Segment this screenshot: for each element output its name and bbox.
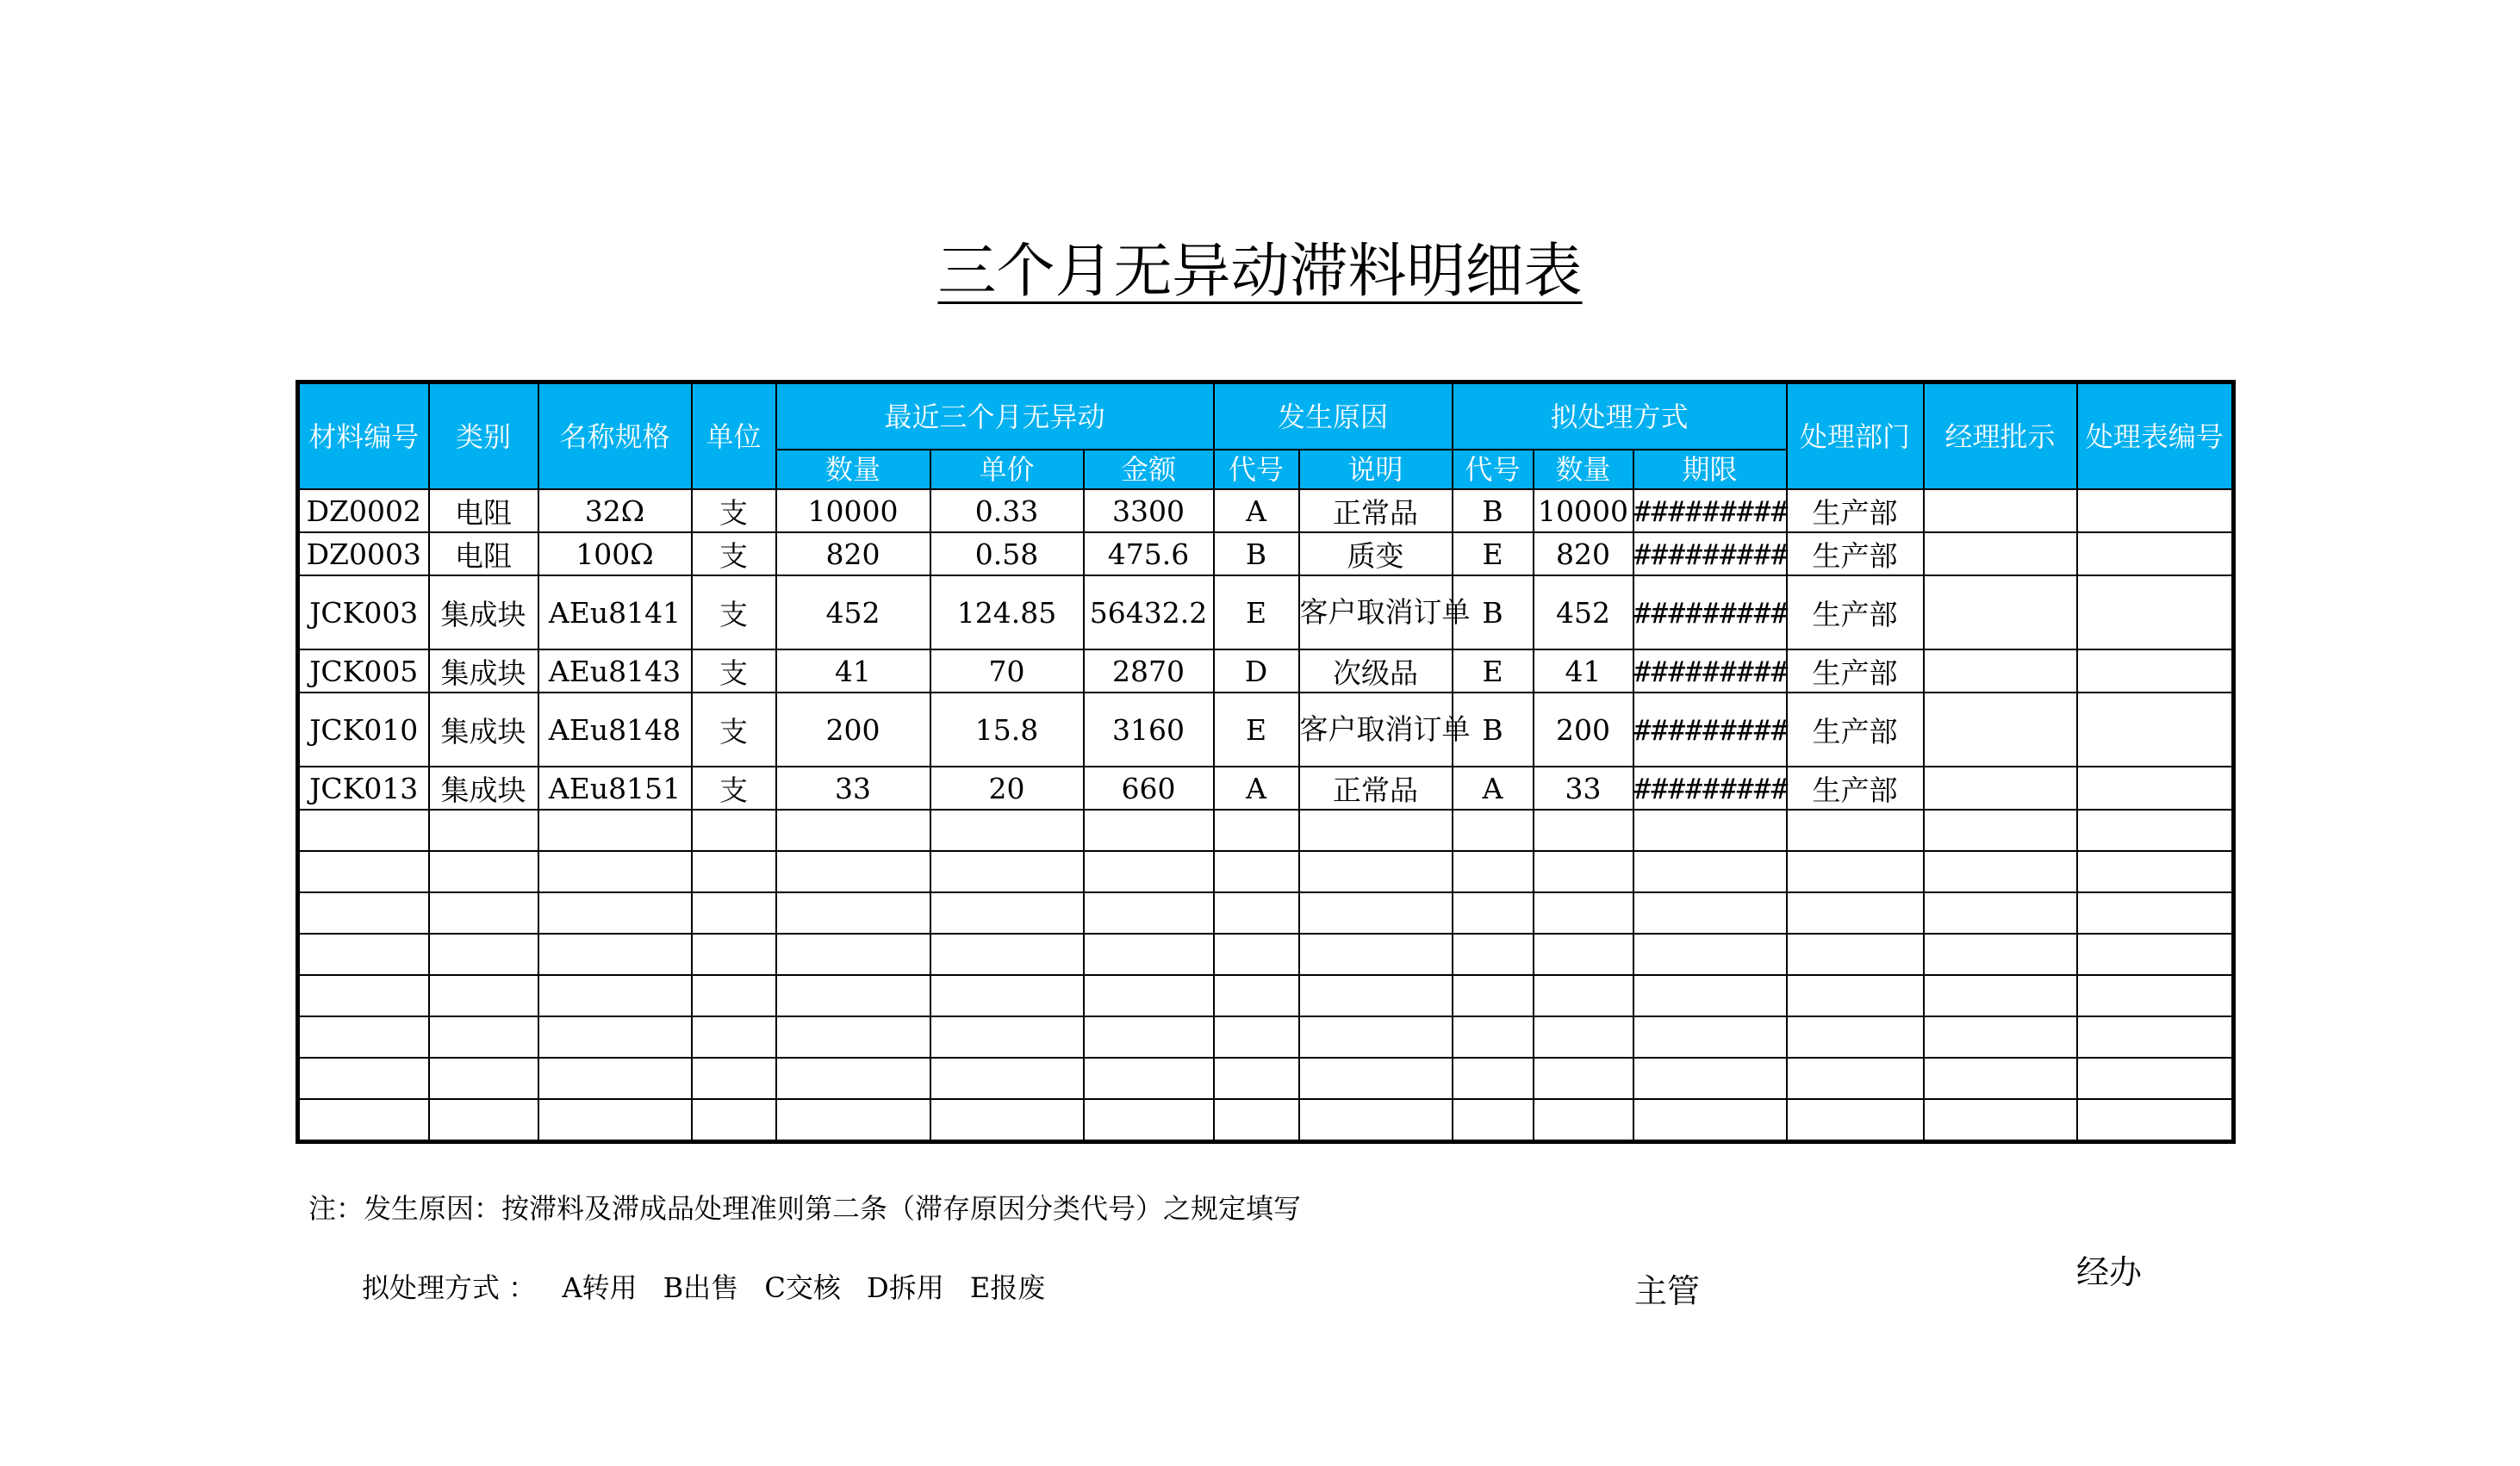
col-group-cause: 发生原因 — [1214, 382, 1453, 450]
cell-cause-code[interactable]: A — [1214, 767, 1299, 810]
blank-cell[interactable] — [1787, 892, 1924, 934]
blank-cell[interactable] — [930, 810, 1084, 851]
blank-cell[interactable] — [1214, 975, 1299, 1016]
table-row — [298, 532, 2234, 575]
cell-cause-desc[interactable]: 正常品 — [1299, 489, 1453, 532]
cell-approval[interactable] — [1924, 575, 2077, 649]
blank-cell[interactable] — [776, 1016, 930, 1058]
table-row — [298, 575, 2234, 649]
cell-quantity[interactable]: 10000 — [776, 489, 930, 532]
cell-unit-price[interactable]: 0.33 — [930, 489, 1084, 532]
col-unit-price: 单价 — [930, 450, 1084, 489]
blank-cell[interactable] — [2077, 975, 2234, 1016]
blank-cell[interactable] — [692, 934, 776, 975]
cell-approval[interactable] — [1924, 649, 2077, 693]
col-amount: 金额 — [1084, 450, 1214, 489]
col-group-method: 拟处理方式 — [1453, 382, 1787, 450]
cell-name-spec[interactable]: AEu8151 — [538, 767, 692, 810]
cell-unit-price[interactable]: 15.8 — [930, 693, 1084, 767]
blank-cell[interactable] — [930, 1016, 1084, 1058]
blank-cell[interactable] — [1084, 892, 1214, 934]
cell-unit[interactable]: 支 — [692, 649, 776, 693]
blank-cell[interactable] — [1214, 810, 1299, 851]
cell-method-qty[interactable]: 33 — [1534, 767, 1633, 810]
blank-cell[interactable] — [429, 975, 538, 1016]
blank-cell[interactable] — [538, 810, 692, 851]
blank-row — [298, 1058, 2234, 1099]
blank-cell[interactable] — [1084, 1016, 1214, 1058]
blank-cell[interactable] — [538, 975, 692, 1016]
cell-unit[interactable]: 支 — [692, 693, 776, 767]
cell-unit[interactable]: 支 — [692, 532, 776, 575]
col-method-code: 代号 — [1453, 450, 1534, 489]
blank-cell[interactable] — [776, 1058, 930, 1099]
blank-cell[interactable] — [1633, 1016, 1787, 1058]
table-row — [298, 693, 2234, 767]
supervisor-label: 主管 — [1634, 1272, 1701, 1310]
col-group-recent: 最近三个月无异动 — [776, 382, 1214, 450]
cell-material-no[interactable]: JCK010 — [298, 693, 429, 767]
col-cause-desc: 说明 — [1299, 450, 1453, 489]
blank-row — [298, 1016, 2234, 1058]
cell-deadline[interactable]: ######### — [1633, 532, 1787, 575]
cell-amount[interactable]: 660 — [1084, 767, 1214, 810]
cell-amount[interactable]: 2870 — [1084, 649, 1214, 693]
blank-cell[interactable] — [1214, 892, 1299, 934]
blank-cell[interactable] — [1299, 1099, 1453, 1142]
col-dept: 处理部门 — [1787, 382, 1924, 490]
cell-dept[interactable]: 生产部 — [1787, 693, 1924, 767]
blank-cell[interactable] — [1534, 810, 1633, 851]
blank-cell[interactable] — [298, 1099, 429, 1142]
blank-cell[interactable] — [429, 810, 538, 851]
cell-unit[interactable]: 支 — [692, 575, 776, 649]
handler-label: 经办 — [2076, 1253, 2143, 1291]
blank-cell[interactable] — [1924, 892, 2077, 934]
col-deadline: 期限 — [1633, 450, 1787, 489]
col-material-no: 材料编号 — [298, 382, 429, 490]
table-body — [298, 489, 2234, 1142]
col-method-quantity: 数量 — [1534, 450, 1633, 489]
cell-material-no[interactable]: JCK013 — [298, 767, 429, 810]
cell-unit-price[interactable]: 20 — [930, 767, 1084, 810]
blank-cell[interactable] — [1084, 1099, 1214, 1142]
table-row — [298, 489, 2234, 532]
blank-cell[interactable] — [1214, 1058, 1299, 1099]
cell-amount[interactable]: 56432.2 — [1084, 575, 1214, 649]
blank-cell[interactable] — [1633, 975, 1787, 1016]
blank-cell[interactable] — [1299, 975, 1453, 1016]
blank-cell[interactable] — [1787, 1016, 1924, 1058]
blank-cell[interactable] — [538, 851, 692, 892]
blank-cell[interactable] — [1299, 810, 1453, 851]
cell-form-no[interactable] — [2077, 532, 2234, 575]
cell-deadline[interactable]: ######### — [1633, 767, 1787, 810]
cell-name-spec[interactable]: 100Ω — [538, 532, 692, 575]
cell-method-code[interactable]: B — [1453, 575, 1534, 649]
blank-cell[interactable] — [692, 1058, 776, 1099]
blank-cell[interactable] — [2077, 851, 2234, 892]
cell-quantity[interactable]: 820 — [776, 532, 930, 575]
cell-name-spec[interactable]: AEu8148 — [538, 693, 692, 767]
blank-cell[interactable] — [1924, 810, 2077, 851]
blank-cell[interactable] — [538, 892, 692, 934]
cell-dept[interactable]: 生产部 — [1787, 649, 1924, 693]
blank-cell[interactable] — [1924, 975, 2077, 1016]
blank-cell[interactable] — [429, 892, 538, 934]
method-item: E报废 — [969, 1271, 1046, 1304]
footnote-cause: 注：发生原因：按滞料及滞成品处理准则第二条（滞存原因分类代号）之规定填写 — [308, 1192, 1302, 1225]
cell-cause-code[interactable]: E — [1214, 575, 1299, 649]
blank-cell[interactable] — [1299, 892, 1453, 934]
cell-material-no[interactable]: JCK003 — [298, 575, 429, 649]
cell-unit-price[interactable]: 0.58 — [930, 532, 1084, 575]
cell-method-qty[interactable]: 452 — [1534, 575, 1633, 649]
method-item: C交核 — [764, 1271, 841, 1304]
cell-approval[interactable] — [1924, 489, 2077, 532]
cell-deadline[interactable]: ######### — [1633, 693, 1787, 767]
blank-cell[interactable] — [298, 1058, 429, 1099]
cell-method-code[interactable]: E — [1453, 532, 1534, 575]
cell-cause-code[interactable]: B — [1214, 532, 1299, 575]
cell-quantity[interactable]: 41 — [776, 649, 930, 693]
cell-cause-desc[interactable]: 客户取消订单 — [1299, 693, 1453, 767]
cell-quantity[interactable]: 452 — [776, 575, 930, 649]
cell-method-qty[interactable]: 820 — [1534, 532, 1633, 575]
blank-cell[interactable] — [298, 810, 429, 851]
cell-category[interactable]: 集成块 — [429, 767, 538, 810]
blank-cell[interactable] — [1453, 934, 1534, 975]
blank-cell[interactable] — [776, 934, 930, 975]
blank-cell[interactable] — [776, 975, 930, 1016]
col-manager-approval: 经理批示 — [1924, 382, 2077, 490]
cell-dept[interactable]: 生产部 — [1787, 532, 1924, 575]
cell-cause-desc[interactable]: 正常品 — [1299, 767, 1453, 810]
blank-cell[interactable] — [429, 1016, 538, 1058]
blank-cell[interactable] — [1453, 975, 1534, 1016]
blank-cell[interactable] — [1084, 975, 1214, 1016]
blank-cell[interactable] — [538, 1016, 692, 1058]
blank-cell[interactable] — [2077, 1099, 2234, 1142]
cell-name-spec[interactable]: AEu8143 — [538, 649, 692, 693]
blank-cell[interactable] — [429, 1058, 538, 1099]
col-cause-code: 代号 — [1214, 450, 1299, 489]
blank-cell[interactable] — [1787, 810, 1924, 851]
cell-cause-desc[interactable]: 次级品 — [1299, 649, 1453, 693]
cell-dept[interactable]: 生产部 — [1787, 489, 1924, 532]
blank-cell[interactable] — [1633, 892, 1787, 934]
blank-cell[interactable] — [692, 810, 776, 851]
cell-unit[interactable]: 支 — [692, 489, 776, 532]
blank-cell[interactable] — [1633, 851, 1787, 892]
blank-cell[interactable] — [930, 975, 1084, 1016]
cell-approval[interactable] — [1924, 693, 2077, 767]
cell-category[interactable]: 电阻 — [429, 532, 538, 575]
cell-deadline[interactable]: ######### — [1633, 649, 1787, 693]
blank-cell[interactable] — [298, 851, 429, 892]
cell-form-no[interactable] — [2077, 693, 2234, 767]
cell-dept[interactable]: 生产部 — [1787, 767, 1924, 810]
blank-cell[interactable] — [930, 892, 1084, 934]
blank-row — [298, 810, 2234, 851]
blank-cell[interactable] — [1924, 934, 2077, 975]
cell-form-no[interactable] — [2077, 767, 2234, 810]
cell-material-no[interactable]: DZ0003 — [298, 532, 429, 575]
blank-cell[interactable] — [2077, 892, 2234, 934]
cell-form-no[interactable] — [2077, 649, 2234, 693]
blank-cell[interactable] — [429, 934, 538, 975]
blank-cell[interactable] — [2077, 1058, 2234, 1099]
cell-form-no[interactable] — [2077, 489, 2234, 532]
blank-cell[interactable] — [2077, 1016, 2234, 1058]
blank-cell[interactable] — [2077, 810, 2234, 851]
cell-category[interactable]: 集成块 — [429, 649, 538, 693]
blank-cell[interactable] — [1453, 851, 1534, 892]
method-item: A转用 — [562, 1271, 638, 1304]
blank-cell[interactable] — [429, 1099, 538, 1142]
blank-row — [298, 1099, 2234, 1142]
blank-cell[interactable] — [1534, 892, 1633, 934]
blank-cell[interactable] — [1534, 1099, 1633, 1142]
blank-cell[interactable] — [1924, 1058, 2077, 1099]
blank-cell[interactable] — [1453, 1016, 1534, 1058]
blank-cell[interactable] — [1633, 1099, 1787, 1142]
cell-category[interactable]: 集成块 — [429, 575, 538, 649]
method-item: B出售 — [663, 1271, 739, 1304]
blank-cell[interactable] — [1787, 975, 1924, 1016]
cell-cause-code[interactable]: D — [1214, 649, 1299, 693]
blank-cell[interactable] — [1084, 810, 1214, 851]
cell-name-spec[interactable]: AEu8141 — [538, 575, 692, 649]
blank-cell[interactable] — [1633, 810, 1787, 851]
blank-cell[interactable] — [1534, 975, 1633, 1016]
blank-cell[interactable] — [692, 851, 776, 892]
table-row — [298, 649, 2234, 693]
blank-cell[interactable] — [1299, 934, 1453, 975]
blank-cell[interactable] — [298, 1016, 429, 1058]
blank-row — [298, 975, 2234, 1016]
cell-cause-code[interactable]: A — [1214, 489, 1299, 532]
cell-method-qty[interactable]: 41 — [1534, 649, 1633, 693]
cell-approval[interactable] — [1924, 767, 2077, 810]
cell-amount[interactable]: 475.6 — [1084, 532, 1214, 575]
cell-unit[interactable]: 支 — [692, 767, 776, 810]
cell-cause-desc[interactable]: 质变 — [1299, 532, 1453, 575]
blank-cell[interactable] — [1453, 1099, 1534, 1142]
blank-cell[interactable] — [298, 975, 429, 1016]
blank-cell[interactable] — [1633, 934, 1787, 975]
blank-cell[interactable] — [1214, 1016, 1299, 1058]
blank-cell[interactable] — [1633, 1058, 1787, 1099]
blank-cell[interactable] — [1534, 1058, 1633, 1099]
blank-cell[interactable] — [1084, 851, 1214, 892]
cell-method-code[interactable]: E — [1453, 649, 1534, 693]
blank-cell[interactable] — [429, 851, 538, 892]
blank-cell[interactable] — [1214, 851, 1299, 892]
blank-cell[interactable] — [1924, 851, 2077, 892]
cell-dept[interactable]: 生产部 — [1787, 575, 1924, 649]
col-quantity: 数量 — [776, 450, 930, 489]
blank-cell[interactable] — [930, 1058, 1084, 1099]
table-row — [298, 767, 2234, 810]
methods-label: 拟处理方式 ： — [362, 1271, 537, 1304]
blank-row — [298, 851, 2234, 892]
cell-method-qty[interactable]: 200 — [1534, 693, 1633, 767]
blank-cell[interactable] — [1214, 1099, 1299, 1142]
blank-cell[interactable] — [776, 892, 930, 934]
blank-cell[interactable] — [1299, 851, 1453, 892]
blank-cell[interactable] — [692, 1099, 776, 1142]
blank-cell[interactable] — [1299, 1016, 1453, 1058]
cell-material-no[interactable]: JCK005 — [298, 649, 429, 693]
cell-category[interactable]: 电阻 — [429, 489, 538, 532]
cell-cause-desc[interactable]: 客户取消订单 — [1299, 575, 1453, 649]
blank-cell[interactable] — [1924, 1016, 2077, 1058]
cell-method-code[interactable]: B — [1453, 693, 1534, 767]
cell-name-spec[interactable]: 32Ω — [538, 489, 692, 532]
cell-deadline[interactable]: ######### — [1633, 489, 1787, 532]
blank-cell[interactable] — [1787, 934, 1924, 975]
blank-cell[interactable] — [538, 1058, 692, 1099]
cell-approval[interactable] — [1924, 532, 2077, 575]
blank-cell[interactable] — [776, 1099, 930, 1142]
blank-row — [298, 892, 2234, 934]
blank-cell[interactable] — [930, 1099, 1084, 1142]
blank-cell[interactable] — [1924, 1099, 2077, 1142]
cell-amount[interactable]: 3160 — [1084, 693, 1214, 767]
blank-cell[interactable] — [776, 810, 930, 851]
blank-cell[interactable] — [930, 934, 1084, 975]
cell-quantity[interactable]: 33 — [776, 767, 930, 810]
blank-cell[interactable] — [1084, 934, 1214, 975]
col-unit: 单位 — [692, 382, 776, 490]
cell-quantity[interactable]: 200 — [776, 693, 930, 767]
blank-cell[interactable] — [538, 1099, 692, 1142]
blank-cell[interactable] — [930, 851, 1084, 892]
blank-cell[interactable] — [1299, 1058, 1453, 1099]
blank-cell[interactable] — [538, 934, 692, 975]
blank-cell[interactable] — [1787, 851, 1924, 892]
cell-method-code[interactable]: A — [1453, 767, 1534, 810]
blank-cell[interactable] — [1453, 892, 1534, 934]
cell-method-qty[interactable]: 10000 — [1534, 489, 1633, 532]
cell-unit-price[interactable]: 124.85 — [930, 575, 1084, 649]
col-name-spec: 名称规格 — [538, 382, 692, 490]
blank-row — [298, 934, 2234, 975]
cell-form-no[interactable] — [2077, 575, 2234, 649]
cell-amount[interactable]: 3300 — [1084, 489, 1214, 532]
footnote-methods — [362, 1266, 1062, 1306]
col-form-no: 处理表编号 — [2077, 382, 2234, 490]
blank-cell[interactable] — [1787, 1058, 1924, 1099]
method-item: D拆用 — [867, 1271, 944, 1304]
blank-cell[interactable] — [298, 892, 429, 934]
cell-cause-code[interactable]: E — [1214, 693, 1299, 767]
cell-deadline[interactable]: ######### — [1633, 575, 1787, 649]
blank-cell[interactable] — [692, 892, 776, 934]
blank-cell[interactable] — [776, 851, 930, 892]
header-row-1 — [298, 382, 2234, 450]
blank-cell[interactable] — [2077, 934, 2234, 975]
cell-material-no[interactable]: DZ0002 — [298, 489, 429, 532]
page-title: 三个月无异动滞料明细表 — [937, 238, 1583, 306]
blank-cell[interactable] — [1534, 934, 1633, 975]
blank-cell[interactable] — [298, 934, 429, 975]
blank-cell[interactable] — [1534, 851, 1633, 892]
blank-cell[interactable] — [1453, 1058, 1534, 1099]
blank-cell[interactable] — [1084, 1058, 1214, 1099]
cell-unit-price[interactable]: 70 — [930, 649, 1084, 693]
blank-cell[interactable] — [692, 1016, 776, 1058]
blank-cell[interactable] — [1787, 1099, 1924, 1142]
blank-cell[interactable] — [1214, 934, 1299, 975]
blank-cell[interactable] — [1453, 810, 1534, 851]
blank-cell[interactable] — [692, 975, 776, 1016]
blank-cell[interactable] — [1534, 1016, 1633, 1058]
col-category: 类别 — [429, 382, 538, 490]
stagnant-material-table — [296, 380, 2236, 1144]
cell-category[interactable]: 集成块 — [429, 693, 538, 767]
cell-method-code[interactable]: B — [1453, 489, 1534, 532]
